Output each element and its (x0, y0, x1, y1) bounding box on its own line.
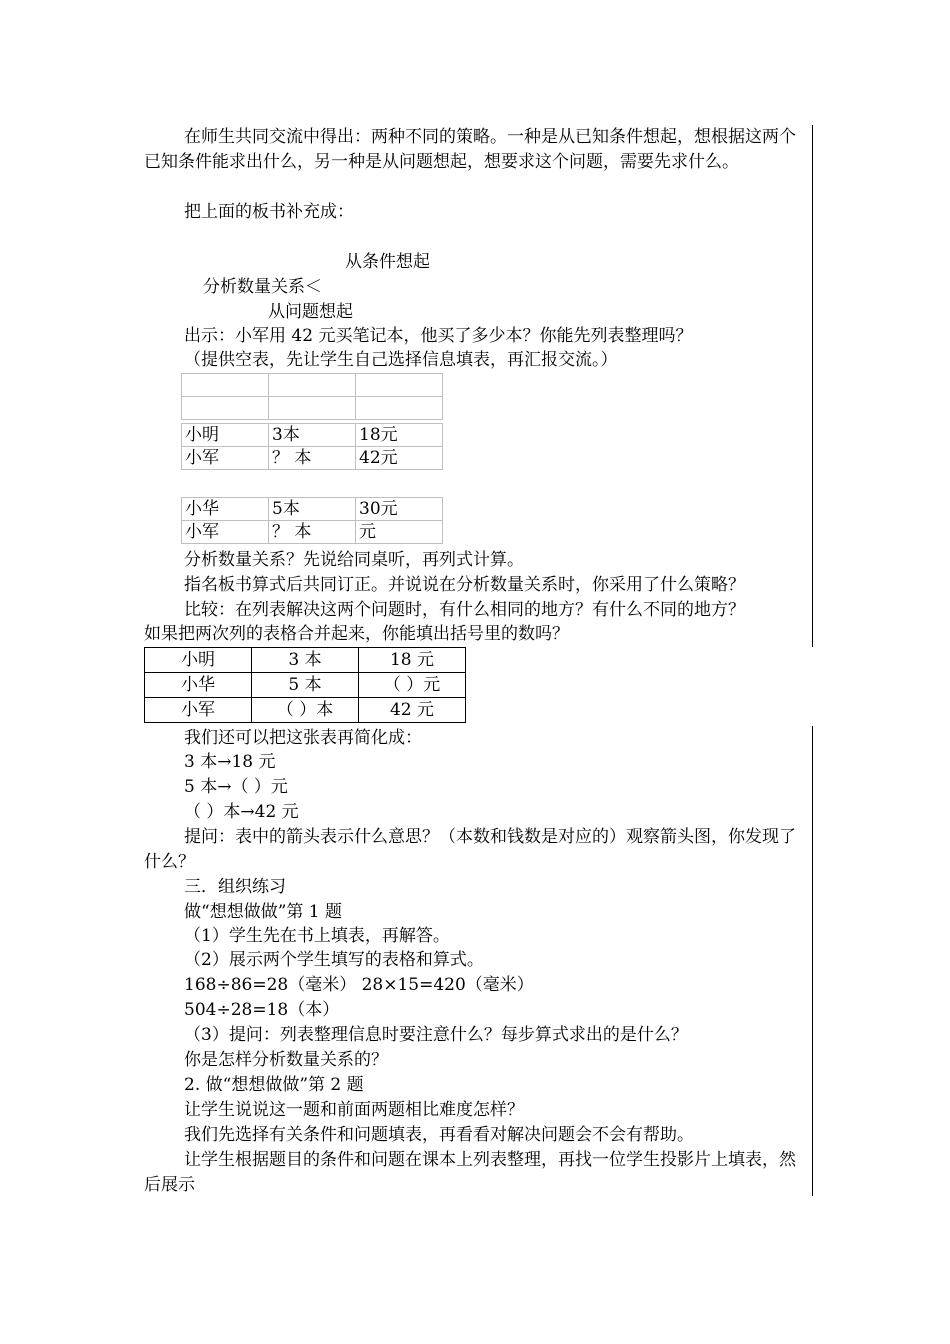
practice-q1: 做“想想做做”第 1 题 (184, 902, 343, 922)
practice-heading: 三．组织练习 (184, 877, 286, 897)
show-line: 出示：小军用 42 元买笔记本，他买了多少本？你能先列表整理吗？ (184, 326, 693, 346)
simplify-title: 我们还可以把这张表再简化成： (184, 728, 422, 748)
practice-step-3: （3）提问：列表整理信息时要注意什么？每步算式求出的是什么？ (184, 1025, 688, 1045)
table-cell: 小军 (182, 521, 269, 544)
table-cell (182, 374, 269, 397)
table-cell: ？ 本 (269, 447, 356, 470)
table-row (145, 648, 466, 673)
table-cell: 小明 (182, 424, 269, 447)
table-cell: 18 元 (359, 648, 466, 673)
table-row (182, 521, 443, 544)
diagram-bottom: 从问题想起 (268, 302, 353, 322)
table-cell: （ ）元 (359, 673, 466, 698)
analysis-line-2: 指名板书算式后共同订正。并说说在分析数量关系时，你采用了什么策略？ (184, 575, 745, 595)
practice-q2: 2. 做“想想做做”第 2 题 (184, 1075, 364, 1095)
table-cell: （ ）本 (252, 698, 359, 723)
table-cell (182, 397, 269, 420)
table-cell: 小明 (145, 648, 252, 673)
table-cell: 小军 (182, 447, 269, 470)
table-cell: 小华 (145, 673, 252, 698)
show-note: （提供空表，先让学生自己选择信息填表，再汇报交流。） (184, 350, 618, 370)
diagram-middle: 分析数量关系＜ (203, 277, 322, 297)
table-row (182, 447, 443, 470)
table-cell (269, 374, 356, 397)
margin-rule-top (812, 125, 813, 647)
table-row (145, 698, 466, 723)
practice-step-2: （2）展示两个学生填写的表格和算式。 (184, 950, 484, 970)
table-cell: 42元 (356, 447, 443, 470)
table-cell: 3 本 (252, 648, 359, 673)
margin-rule-bottom (812, 726, 813, 1196)
table-row (145, 673, 466, 698)
merged-table (144, 647, 466, 723)
practice-last-paragraph: 让学生根据题目的条件和问题在课本上列表整理，再找一位学生投影片上填表，然后展示 (144, 1150, 796, 1195)
table-cell: 30元 (356, 498, 443, 521)
formula-1: 168÷86=28（毫米） 28×15=420（毫米） (184, 975, 534, 995)
analysis-line-4: 如果把两次列的表格合并起来，你能填出括号里的数吗？ (144, 624, 569, 644)
practice-step-5: 让学生说说这一题和前面两题相比难度怎样？ (184, 1100, 524, 1120)
practice-step-6: 我们先选择有关条件和问题填表，再看看对解决问题会不会有帮助。 (184, 1125, 694, 1145)
table-row (182, 397, 443, 420)
diagram-top: 从条件想起 (345, 252, 430, 272)
table-cell: 小军 (145, 698, 252, 723)
table-cell: 元 (356, 521, 443, 544)
analysis-line-1: 分析数量关系？先说给同桌听，再列式计算。 (184, 550, 524, 570)
blank-table (181, 373, 443, 420)
table-xiaoming-xiaojun (181, 423, 443, 470)
table-cell: 3本 (269, 424, 356, 447)
intro-instruction: 把上面的板书补充成： (184, 202, 354, 222)
table-cell (269, 397, 356, 420)
table-row (182, 374, 443, 397)
table-row (182, 498, 443, 521)
table-cell: 42 元 (359, 698, 466, 723)
analysis-line-3: 比较：在列表解决这两个问题时，有什么相同的地方？有什么不同的地方？ (184, 600, 745, 620)
question-paragraph: 提问：表中的箭头表示什么意思？（本数和钱数是对应的）观察箭头图，你发现了什么？ (144, 827, 796, 872)
formula-2: 504÷28=18（本） (184, 1000, 340, 1020)
table-cell (356, 374, 443, 397)
table-cell (356, 397, 443, 420)
table-cell: ？ 本 (269, 521, 356, 544)
arrow-line-1: 3 本→18 元 (184, 752, 276, 772)
table-row (182, 424, 443, 447)
table-cell: 5本 (269, 498, 356, 521)
practice-step-1: （1）学生先在书上填表，再解答。 (184, 926, 450, 946)
arrow-line-2: 5 本→（ ）元 (184, 777, 288, 797)
intro-paragraph: 在师生共同交流中得出：两种不同的策略。一种是从已知条件想起，想根据这两个已知条件能求出什么，另一种是从问题想起，想要求这个问题，需要先求什么。 (144, 127, 796, 172)
table-cell: 18元 (356, 424, 443, 447)
table-xiaohua-xiaojun (181, 497, 443, 544)
arrow-line-3: （ ）本→42 元 (184, 802, 299, 822)
table-cell: 小华 (182, 498, 269, 521)
practice-step-4: 你是怎样分析数量关系的？ (184, 1050, 388, 1070)
table-cell: 5 本 (252, 673, 359, 698)
